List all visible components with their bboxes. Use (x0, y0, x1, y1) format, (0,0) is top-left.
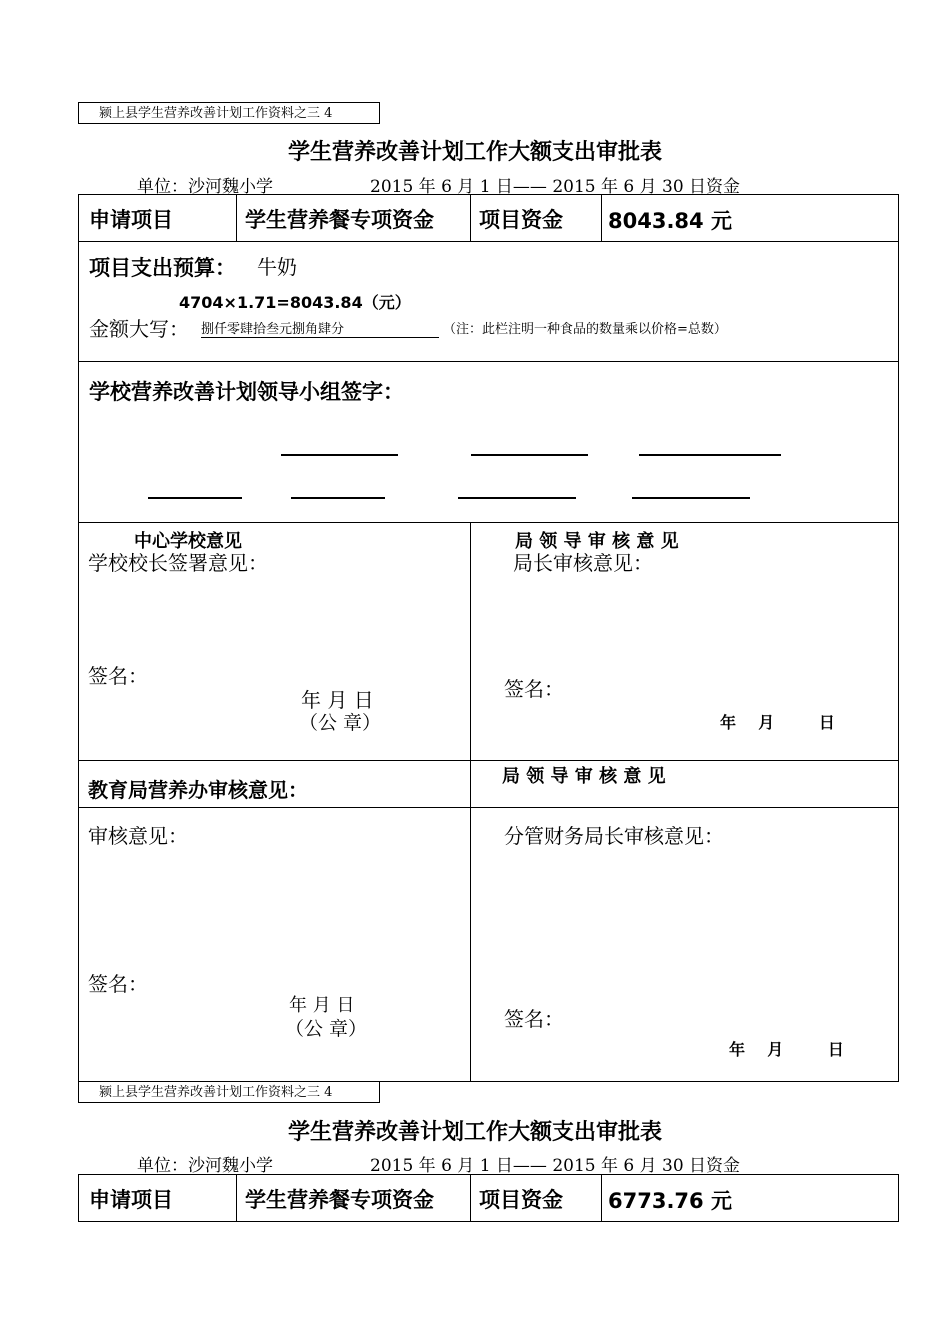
signature-line[interactable] (458, 497, 576, 499)
approval-form (78, 1174, 899, 1222)
unit-name: 单位：沙河魏小学 (137, 1156, 273, 1176)
sign-label: 签名： (504, 677, 564, 701)
director-opinion-label: 局长审核意见： (513, 551, 653, 575)
fund-label: 项目资金 (479, 208, 563, 232)
budget-label: 项目支出预算： (89, 256, 236, 280)
date-field: 年 月 日 (301, 688, 374, 712)
unit-name: 单位：沙河魏小学 (137, 177, 273, 197)
fund-value: 6773.76 元 (608, 1189, 732, 1213)
signature-line[interactable] (632, 497, 750, 499)
signature-line[interactable] (639, 454, 781, 456)
amount-words: 捌仟零肆拾叁元捌角肆分 (201, 318, 439, 338)
finance-director-opinion-label: 分管财务局长审核意见： (504, 824, 724, 848)
document-label: 颍上县学生营养改善计划工作资料之三 4 (78, 102, 380, 124)
apply-item-value: 学生营养餐专项资金 (245, 1188, 434, 1212)
apply-item-label: 申请项目 (89, 208, 173, 232)
signature-line[interactable] (281, 454, 398, 456)
bureau-header: 局 领 导 审 核 意 见 (502, 766, 666, 787)
review-opinion-label: 审核意见： (88, 824, 188, 848)
date-field: 年 月 日 (729, 1040, 844, 1059)
nutrition-office-header: 教育局营养办审核意见： (88, 778, 308, 802)
sign-label: 签名： (88, 972, 148, 996)
bureau-header: 局 领 导 审 核 意 见 (515, 531, 679, 552)
signature-line[interactable] (471, 454, 588, 456)
signature-line[interactable] (148, 497, 242, 499)
fund-value: 8043.84 元 (608, 209, 732, 233)
approval-form (78, 194, 899, 1082)
date-field: 年 月 日 (720, 713, 835, 732)
document-label: 颍上县学生营养改善计划工作资料之三 4 (78, 1081, 380, 1103)
page-title: 学生营养改善计划工作大额支出审批表 (287, 140, 662, 165)
funding-period: 2015 年 6 月 1 日—— 2015 年 6 月 30 日资金 (370, 1156, 741, 1176)
date-field: 年 月 日 (289, 995, 355, 1016)
funding-period: 2015 年 6 月 1 日—— 2015 年 6 月 30 日资金 (370, 177, 741, 197)
amount-label: 金额大写： (89, 317, 189, 341)
budget-formula: 4704×1.71=8043.84（元） (179, 293, 411, 312)
principal-opinion-label: 学校校长签署意见： (88, 551, 268, 575)
budget-item: 牛奶 (257, 255, 297, 279)
sign-label: 签名： (504, 1007, 564, 1031)
center-school-header: 中心学校意见 (134, 531, 242, 552)
sign-label: 签名： (88, 664, 148, 688)
fund-label: 项目资金 (479, 1188, 563, 1212)
signature-line[interactable] (291, 497, 385, 499)
apply-item-value: 学生营养餐专项资金 (245, 208, 434, 232)
page-title: 学生营养改善计划工作大额支出审批表 (287, 1120, 662, 1145)
seal-label: （公 章） (285, 1018, 368, 1040)
amount-note: （注：此栏注明一种食品的数量乘以价格=总数） (443, 322, 727, 337)
apply-item-label: 申请项目 (89, 1188, 173, 1212)
leader-sign-label: 学校营养改善计划领导小组签字： (89, 380, 404, 404)
seal-label: （公 章） (299, 712, 382, 734)
